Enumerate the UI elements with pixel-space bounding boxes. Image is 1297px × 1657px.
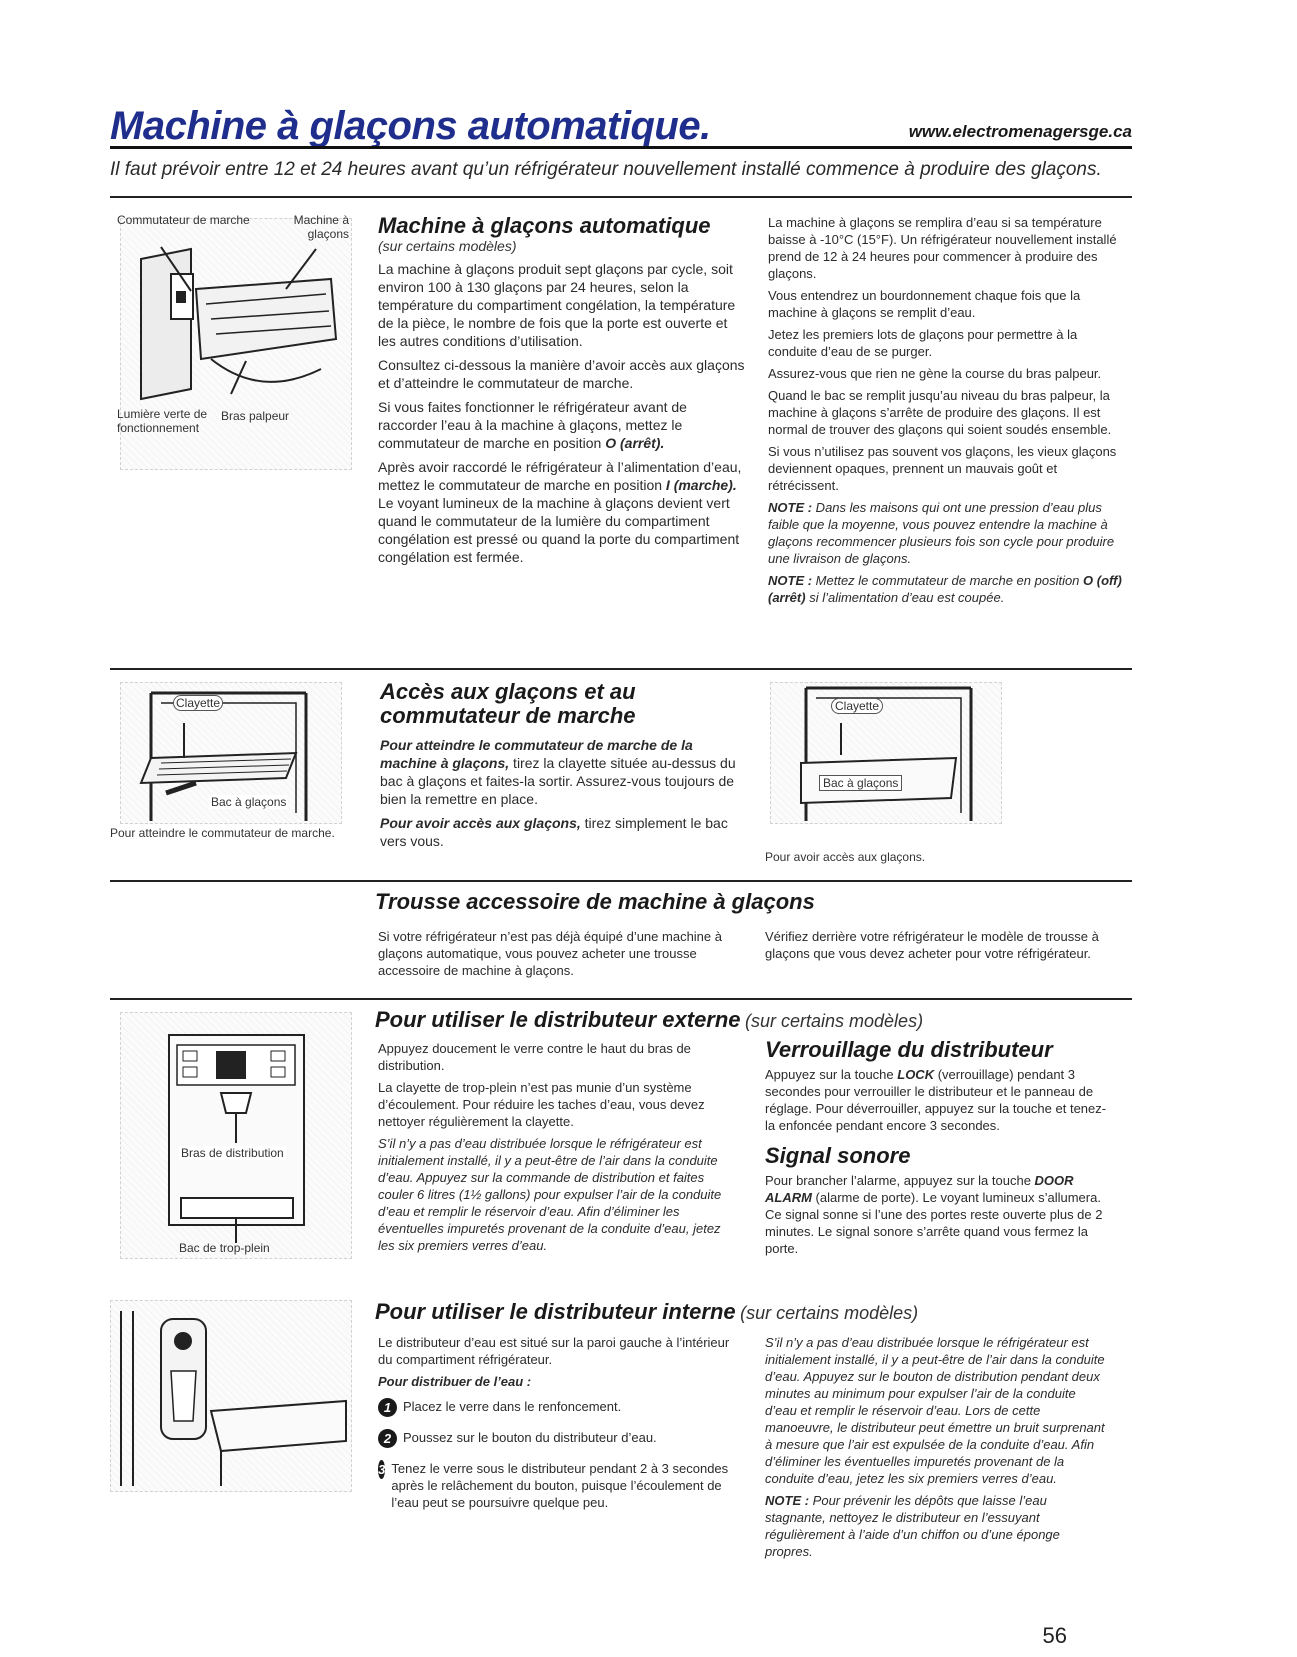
internal-r1: S’il n’y a pas d’eau distribuée lorsque le réfrigérateur est initialement installé, il y a peut-être de l’air dans la conduite d’eau. Appuyez sur le bouton de distribution pendant deux minutes au minimum pour expulser l’air de la conduite d’eau et remplir le réservoir d’eau. Lors de cette manoeuvre, le distributeur peut émettre un bruit surprenant à mesure que l’air est expulsée de la conduite d’eau. Afin d’éliminer les éventuelles impuretés provenant de la conduite d’eau, jetez les six premiers verres d’eau. (765, 1335, 1105, 1486)
external-dispenser-models: (sur certains modèles) (745, 1011, 924, 1031)
icemaker-r6: Si vous n’utilisez pas souvent vos glaçons, les vieux glaçons deviennent opaques, prennent un mauvais goût et rétrécissent. (768, 444, 1117, 493)
icemaker-note1: NOTE : Dans les maisons qui ont une pression d’eau plus faible que la moyenne, vous pouvez entendre la machine à glaçons recommencer plusieurs fois son cycle pour produire une livraison de glaçons. (768, 500, 1115, 566)
step-2-text: Poussez sur le bouton du distributeur d’eau. (403, 1430, 657, 1445)
icemaker-figure (117, 213, 352, 470)
page-number: 56 (1042, 1623, 1067, 1648)
kit-heading: Trousse accessoire de machine à glaçons (375, 889, 815, 914)
internal-dispenser-figure (110, 1300, 352, 1492)
section-lock (765, 1038, 1115, 1257)
label-light: Lumière verte de fonctionnement (117, 407, 208, 435)
lock-heading: Verrouillage du distributeur (765, 1037, 1053, 1062)
caption-shelf-left: Pour atteindre le commutateur de marche. (110, 826, 335, 840)
label-machine: Machine à glaçons (293, 213, 349, 241)
internal-sub: Pour distribuer de l’eau : (378, 1374, 532, 1389)
icemaker-r2: Vous entendrez un bourdonnement chaque fois que la machine à glaçons se remplit d’eau. (768, 288, 1081, 320)
section-rule-2 (110, 880, 1132, 882)
external-p2: La clayette de trop-plein n’est pas munie d’un système d’écoulement. Pour réduire les taches d’eau, vous devez nettoyer régulièrement la clayette. (378, 1080, 705, 1129)
kit-left: Si votre réfrigérateur n’est pas déjà équipé d’une machine à glaçons automatique, vous pouvez acheter une trousse accessoire de machine à glaçons. (378, 929, 722, 978)
section-internal-notes (765, 1334, 1105, 1565)
label-bin-right: Bac à glaçons (819, 775, 902, 791)
internal-dispenser-illustration (111, 1301, 351, 1491)
caption-bin-right: Pour avoir accès aux glaçons. (765, 850, 926, 864)
section-icemaker-notes (768, 214, 1130, 611)
page-subtitle: Il faut prévoir entre 12 et 24 heures avant qu’un réfrigérateur nouvellement installé commence à produire des glaçons. (110, 159, 1102, 180)
external-dispenser-title-row (375, 1008, 1115, 1032)
step-2 (378, 1429, 738, 1448)
label-arm: Bras palpeur (221, 409, 290, 423)
label-dispenser-arm: Bras de distribution (181, 1146, 284, 1160)
section-internal-dispenser (378, 1334, 738, 1523)
icemaker-models: (sur certains modèles) (378, 238, 517, 254)
icemaker-heading: Machine à glaçons automatique (378, 213, 711, 238)
step-3-number: 3 (378, 1462, 386, 1477)
bin-illustration (771, 683, 1001, 823)
access-p2: Pour avoir accès aux glaçons, tirez simplement le bac vers vous. (380, 815, 728, 849)
step-1-number: 1 (378, 1398, 397, 1417)
icemaker-r5: Quand le bac se remplit jusqu’au niveau du bras palpeur, la machine à glaçons s’arrête de produire des glaçons. Il est normal de trouver des glaçons qui soient soudés ensemble. (768, 388, 1112, 437)
step-3-text: Tenez le verre sous le distributeur pendant 2 à 3 secondes après le relâchement du bouton, puisque l’écoulement de l’eau peut se poursuivre quelque peu. (391, 1461, 729, 1510)
step-1 (378, 1398, 738, 1417)
section-icemaker (378, 214, 746, 572)
internal-dispenser-heading: Pour utiliser le distributeur interne (375, 1299, 736, 1324)
access-heading: Accès aux glaçons et au commutateur de marche (380, 679, 636, 728)
label-shelf-right: Clayette (831, 698, 883, 714)
icemaker-r3: Jetez les premiers lots de glaçons pour permettre à la conduite d’eau de se purger. (768, 327, 1078, 359)
lock-text: Appuyez sur la touche LOCK (verrouillage) pendant 3 secondes pour verrouiller le distributeur et le panneau de réglage. Pour déverrouiller, appuyez sur la touche et tenez-la enfoncée pendant encore 3 secondes. (765, 1067, 1107, 1133)
external-p3: S’il n’y a pas d’eau distribuée lorsque le réfrigérateur est initialement installé, il y a peut-être de l’air dans la conduite d’eau. Appuyez sur la commande de distribution et faites couler 6 litres (1½ gallons) pour expulser l’air de la conduite d’eau et remplir le réservoir d’eau. Afin d’éliminer les éventuelles impuretés provenant de la conduite d’eau, jetez les six premiers verres d’eau. (378, 1136, 722, 1253)
icemaker-p2: Consultez ci-dessous la manière d’avoir accès aux glaçons et d’atteindre le commutateur de marche. (378, 357, 745, 391)
step-3 (378, 1460, 738, 1511)
alarm-text: Pour brancher l’alarme, appuyez sur la touche DOOR ALARM (alarme de porte). Le voyant lumineux s’allumera. Ce signal sonne si l’une des portes reste ouverte plus de 2 minutes. Le signal sonore s’arrête quand vous fermez la porte. (765, 1173, 1103, 1256)
title-rule (110, 146, 1132, 149)
section-rule-3 (110, 998, 1132, 1000)
icemaker-p1: La machine à glaçons produit sept glaçons par cycle, soit environ 100 à 130 glaçons par 24 heures, selon la température du compartiment congélation, la température de la pièce, le nombre de fois que la porte est ouverte et les autres conditions d’utilisation. (378, 261, 736, 349)
step-1-text: Placez le verre dans le renfoncement. (403, 1399, 622, 1414)
subtitle-rule (110, 196, 1132, 198)
shelf-figure (120, 682, 342, 824)
section-external-dispenser (378, 1040, 738, 1259)
internal-p1: Le distributeur d’eau est situé sur la paroi gauche à l’intérieur du compartiment réfrigérateur. (378, 1335, 730, 1367)
icemaker-p4: Après avoir raccordé le réfrigérateur à l’alimentation d’eau, mettez le commutateur de marche en position I (marche). Le voyant lumineux de la machine à glaçons devient vert quand le commutateur de la lumière du compartiment congélation est pressé ou quand la porte du compartiment congélation est fermée. (378, 459, 742, 565)
section-access (380, 680, 740, 856)
icemaker-r4: Assurez-vous que rien ne gène la course du bras palpeur. (768, 366, 1102, 381)
external-dispenser-heading: Pour utiliser le distributeur externe (375, 1007, 741, 1032)
dispenser-figure (120, 1012, 352, 1259)
alarm-heading: Signal sonore (765, 1143, 911, 1168)
label-shelf-left: Clayette (173, 695, 223, 711)
step-2-number: 2 (378, 1429, 397, 1448)
external-p1: Appuyez doucement le verre contre le haut du bras de distribution. (378, 1041, 691, 1073)
dispenser-illustration (121, 1013, 351, 1258)
kit-right: Vérifiez derrière votre réfrigérateur le modèle de trousse à glaçons que vous devez acheter pour votre réfrigérateur. (765, 929, 1099, 961)
internal-note: NOTE : Pour prévenir les dépôts que laisse l’eau stagnante, nettoyez le distributeur en l’essuyant régulièrement à l’aide d’un chiffon ou d’une éponge propres. (765, 1493, 1060, 1559)
label-bin-left: Bac à glaçons (211, 795, 287, 809)
icemaker-r1: La machine à glaçons se remplira d’eau si sa température baisse à -10°C (15°F). Un réfrigérateur nouvellement installé prend de 12 à 24 heures pour commencer à produire des glaçons. (768, 215, 1117, 281)
icemaker-note2: NOTE : Mettez le commutateur de marche en position O (off) (arrêt) si l’alimentation d’eau est coupée. (768, 573, 1122, 605)
label-overflow-tray: Bac de trop-plein (179, 1241, 270, 1255)
access-p1: Pour atteindre le commutateur de marche de la machine à glaçons, tirez la clayette située au-dessus du bac à glaçons et faites-la sortir. Assurez-vous toujours de bien la remettre en place. (380, 737, 736, 807)
internal-dispenser-title-row (375, 1300, 1115, 1324)
label-switch: Commutateur de marche (117, 213, 250, 227)
page-title: Machine à glaçons automatique. (110, 104, 711, 148)
internal-dispenser-models: (sur certains modèles) (740, 1303, 919, 1323)
icemaker-p3: Si vous faites fonctionner le réfrigérateur avant de raccorder l’eau à la machine à glaçons, mettez le commutateur de marche en position O (arrêt). (378, 399, 687, 451)
bin-figure (770, 682, 1002, 824)
website-url[interactable]: www.electromenagersge.ca (908, 122, 1132, 141)
section-rule-1 (110, 668, 1132, 670)
